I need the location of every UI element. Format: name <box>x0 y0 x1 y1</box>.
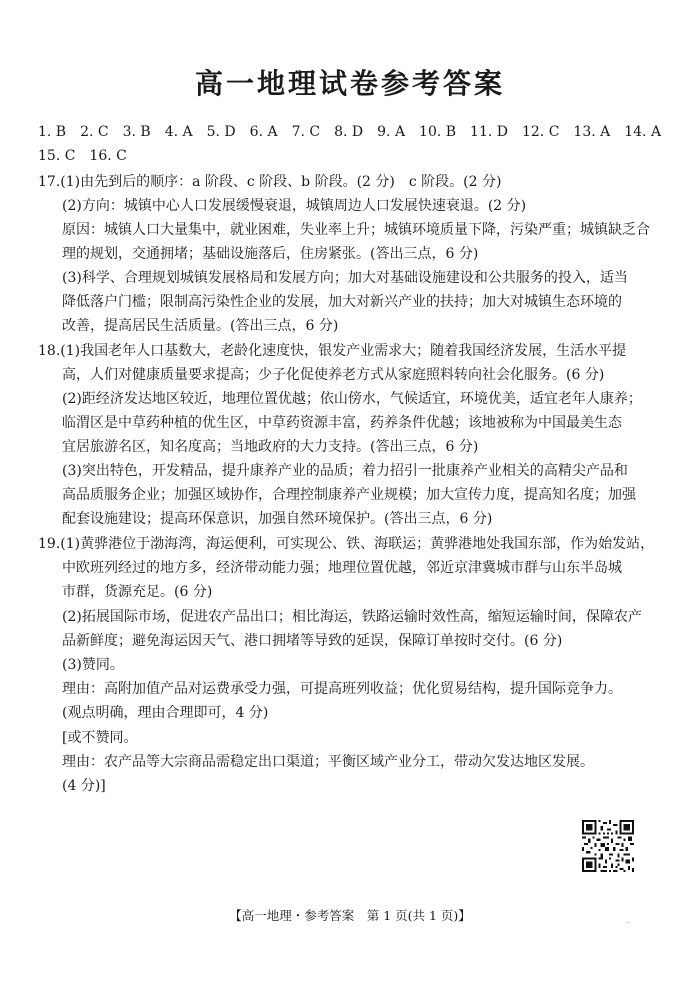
q19-part2-2: 品新鲜度；避免海运因天气、港口拥堵等导致的延误，保障订单按时交付。(6 分) <box>62 633 563 649</box>
q17-part1: 17.(1)由先到后的顺序：a 阶段、c 阶段、b 阶段。(2 分) c 阶段。(2 分) <box>38 174 502 190</box>
q19-part3-agree: (3)赞同。 <box>62 657 124 673</box>
q18-part2-2: 临渭区是中草药种植的优生区，中草药资源丰富，药养条件优越；该地被称为中国最美生态 <box>62 415 622 431</box>
q17-part3-2: 降低落户门槛；限制高污染性企业的发展，加大对新兴产业的扶持；加大对城镇生态环境的 <box>62 294 622 310</box>
answers-row-2: 15. C 16. C <box>38 148 127 164</box>
q17-part2-reason-2: 理的规划，交通拥堵；基础设施落后，住房紧张。(答出三点，6 分) <box>62 246 479 262</box>
q18-part1-2: 高，人们对健康质量要求提高；少子化促使养老方式从家庭照料转向社会化服务。(6 分) <box>62 367 605 383</box>
q17-part3-3: 改善，提高居民生活质量。(答出三点，6 分) <box>62 318 339 334</box>
q19-part1-2: 中欧班列经过的地方多，经济带动能力强；地理位置优越，邻近京津冀城市群与山东半岛城 <box>62 560 622 576</box>
q19-part3-reason: 理由：高附加值产品对运费承受力强，可提高班列收益；优化贸易结构，提升国际竞争力。 <box>62 681 622 697</box>
q17-part3-1: (3)科学、合理规划城镇发展格局和发展方向；加大对基础设施建设和公共服务的投入，适当 <box>62 270 628 286</box>
q18-part1-1: 18.(1)我国老年人口基数大，老龄化速度快，银发产业需求大；随着我国经济发展，生活水平提 <box>38 343 627 359</box>
q19-part3-scoring: (观点明确，理由合理即可，4 分) <box>62 705 269 721</box>
q19-part1-3: 市群，货源充足。(6 分) <box>62 584 213 600</box>
page-footer: 【高一地理・参考答案 第 1 页(共 1 页)】 <box>229 908 471 923</box>
q19-part3-alt-scoring: (4 分)] <box>62 778 106 794</box>
page-title: 高一地理试卷参考答案 <box>194 67 505 100</box>
qr-code <box>582 820 634 872</box>
q18-part3-1: (3)突出特色，开发精品，提升康养产业的品质；着力招引一批康养产业相关的高精尖产品和 <box>62 463 628 479</box>
answers-row-1: 1. B 2. C 3. B 4. A 5. D 6. A 7. C 8. D 9. A 10. B 11. D 12. C 13. A 14. A <box>38 124 662 140</box>
q19-part3-alt-reason: 理由：农产品等大宗商品需稳定出口渠道；平衡区域产业分工，带动欠发达地区发展。 <box>62 754 594 770</box>
q18-part2-3: 宜居旅游名区，知名度高；当地政府的大力支持。(答出三点，6 分) <box>62 439 479 455</box>
q18-part3-2: 高品质服务企业；加强区域协作，合理控制康养产业规模；加大宣传力度，提高知名度；加强 <box>62 487 636 503</box>
q19-part2-1: (2)拓展国际市场，促进农产品出口；相比海运，铁路运输时效性高，缩短运输时间，保障农产 <box>62 609 642 625</box>
q19-part3-disagree: [或不赞同。 <box>62 730 138 746</box>
q18-part3-3: 配套设施建设；提高环保意识，加强自然环境保护。(答出三点，6 分) <box>62 511 493 527</box>
q17-part2-reason-1: 原因：城镇人口大量集中，就业困难，失业率上升；城镇环境质量下降，污染严重；城镇缺乏合 <box>62 222 650 238</box>
q19-part1-1: 19.(1)黄骅港位于渤海湾，海运便利，可实现公、铁、海联运；黄骅港地处我国东部，作为始发站， <box>38 536 655 552</box>
q17-part2: (2)方向：城镇中心人口发展缓慢衰退，城镇周边人口发展快速衰退。(2 分) <box>62 198 527 214</box>
q18-part2-1: (2)距经济发达地区较近，地理位置优越；依山傍水，气候适宜，环境优美，适宜老年人康养； <box>62 391 642 407</box>
corner-marks: .. <box>626 916 632 925</box>
